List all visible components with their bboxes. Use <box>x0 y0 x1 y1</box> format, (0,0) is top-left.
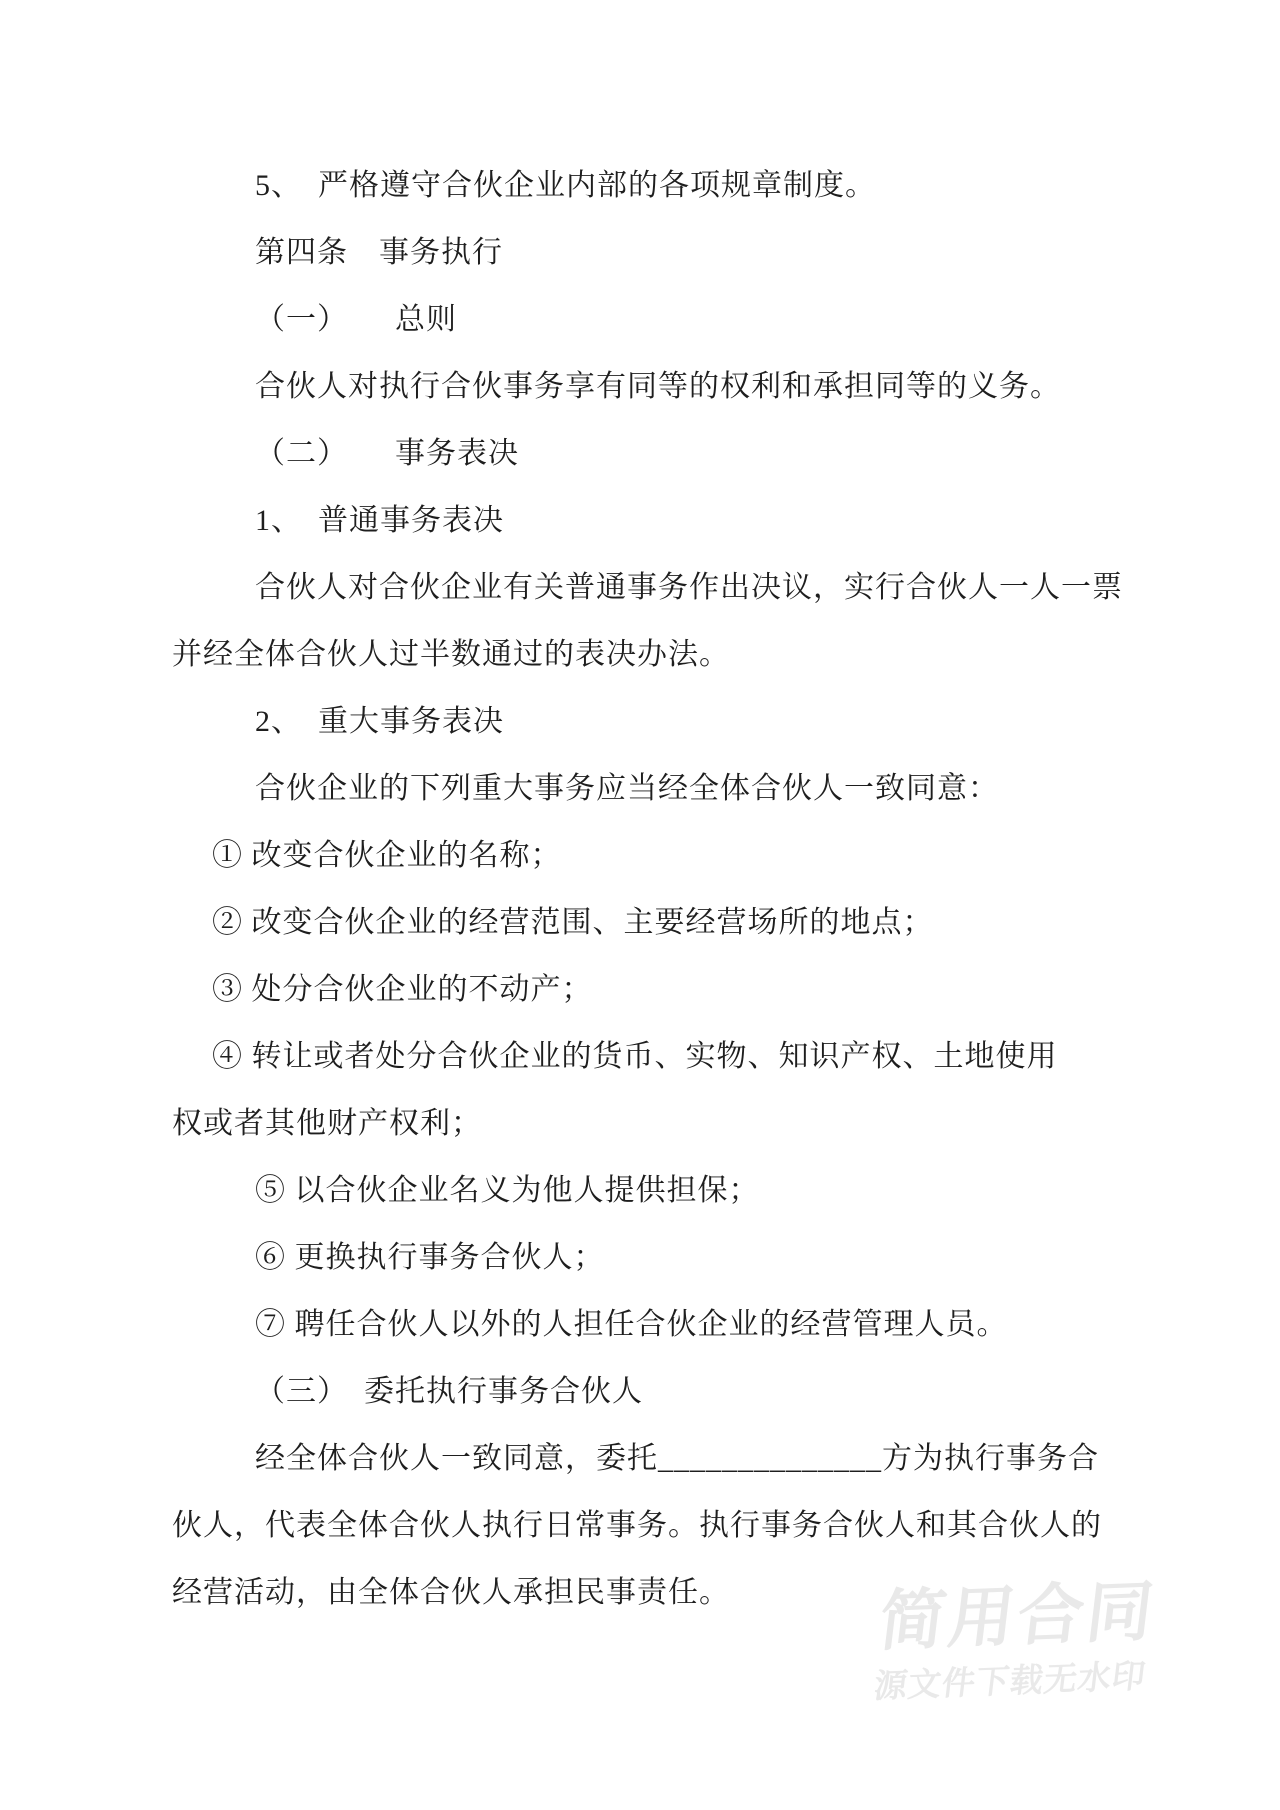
text-line: （二） 事务表决 <box>255 437 519 470</box>
text-line: ① 改变合伙企业的名称； <box>212 839 562 872</box>
text-line: 经营活动，由全体合伙人承担民事责任。 <box>172 1576 730 1609</box>
text-line: （三） 委托执行事务合伙人 <box>255 1375 643 1408</box>
watermark-title: 简用合同 <box>875 1572 1161 1661</box>
text-line: 第四条 事务执行 <box>255 236 503 269</box>
text-line: ⑦ 聘任合伙人以外的人担任合伙企业的经营管理人员。 <box>255 1308 1008 1341</box>
text-line: 合伙人对执行合伙事务享有同等的权利和承担同等的义务。 <box>255 370 1061 403</box>
text-line: 5、 严格遵守合伙企业内部的各项规章制度。 <box>255 169 876 202</box>
text-line: ③ 处分合伙企业的不动产； <box>212 973 593 1006</box>
text-line: 并经全体合伙人过半数通过的表决办法。 <box>172 638 730 671</box>
text-line: 合伙人对合伙企业有关普通事务作出决议，实行合伙人一人一票 <box>255 571 1123 604</box>
document-body <box>172 152 1123 1626</box>
text-line: 经全体合伙人一致同意，委托______________方为执行事务合 <box>255 1442 1099 1475</box>
text-line: ② 改变合伙企业的经营范围、主要经营场所的地点； <box>212 906 934 939</box>
text-line: ⑤ 以合伙企业名义为他人提供担保； <box>255 1174 760 1207</box>
watermark-subtitle: 源文件下载无水印 <box>871 1656 1149 1706</box>
text-line: ⑥ 更换执行事务合伙人； <box>255 1241 605 1274</box>
text-line: ④ 转让或者处分合伙企业的货币、实物、知识产权、土地使用 <box>212 1040 1058 1073</box>
text-line: 权或者其他财产权利； <box>172 1107 482 1140</box>
text-line: 2、 重大事务表决 <box>255 705 504 738</box>
text-line: 1、 普通事务表决 <box>255 504 504 537</box>
text-line: （一） 总则 <box>255 303 457 336</box>
text-line: 伙人，代表全体合伙人执行日常事务。执行事务合伙人和其合伙人的 <box>172 1509 1102 1542</box>
watermark <box>861 1572 1169 1706</box>
text-line: 合伙企业的下列重大事务应当经全体合伙人一致同意： <box>255 772 999 805</box>
